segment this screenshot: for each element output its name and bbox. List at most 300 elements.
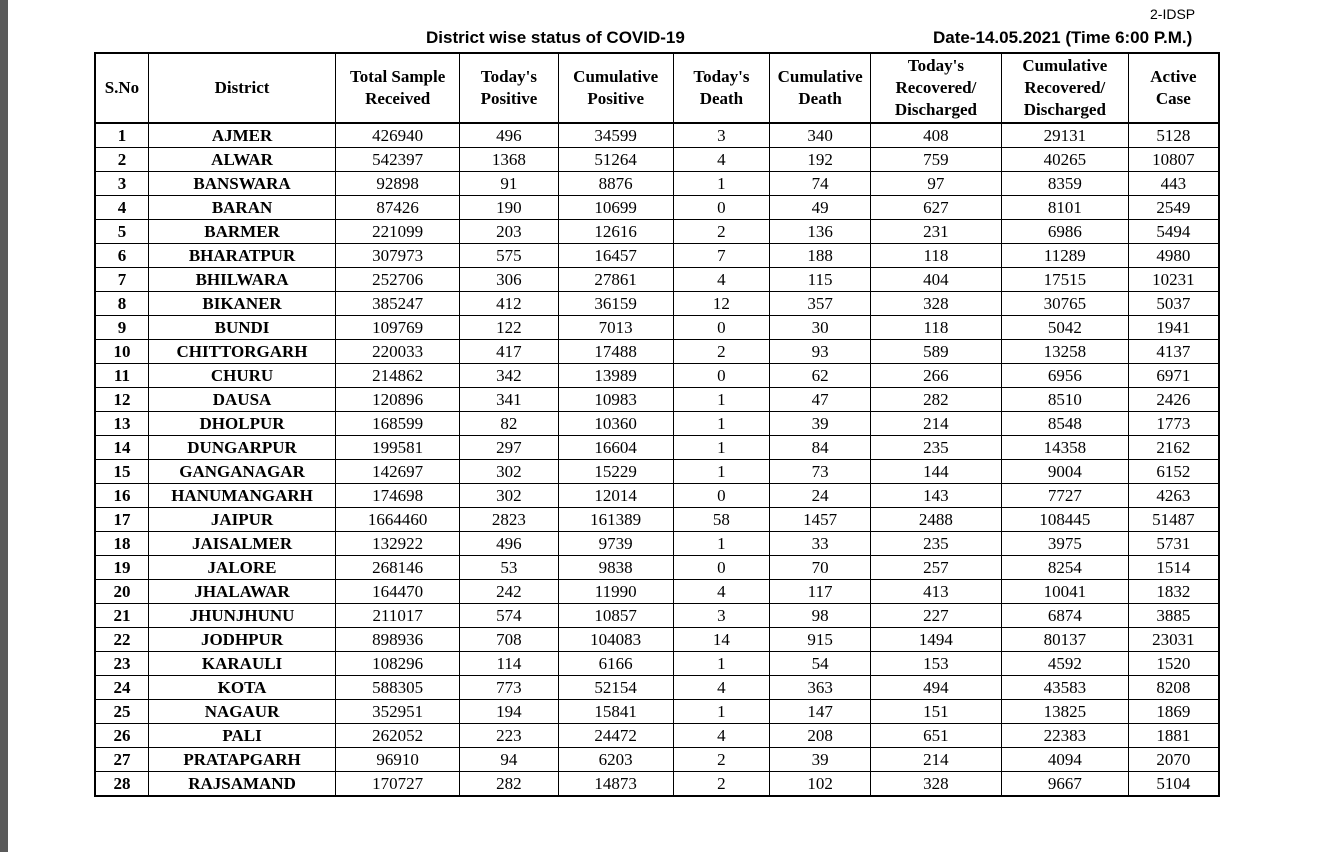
column-header-line: Active bbox=[1150, 67, 1197, 86]
value-cell: 357 bbox=[770, 292, 871, 316]
serial-number-cell: 5 bbox=[95, 220, 148, 244]
value-cell: 170727 bbox=[336, 772, 460, 797]
value-cell: 417 bbox=[460, 340, 559, 364]
value-cell: 9739 bbox=[558, 532, 673, 556]
value-cell: 109769 bbox=[336, 316, 460, 340]
value-cell: 496 bbox=[460, 532, 559, 556]
value-cell: 1 bbox=[673, 172, 770, 196]
table-row bbox=[95, 436, 1219, 460]
value-cell: 574 bbox=[460, 604, 559, 628]
column-header bbox=[673, 53, 770, 123]
value-cell: 4 bbox=[673, 580, 770, 604]
district-status-table bbox=[94, 52, 1220, 797]
column-header-line: Total Sample bbox=[350, 67, 446, 86]
value-cell: 5128 bbox=[1128, 123, 1219, 148]
value-cell: 43583 bbox=[1001, 676, 1128, 700]
value-cell: 118 bbox=[870, 316, 1001, 340]
document-code: 2-IDSP bbox=[1150, 6, 1196, 22]
value-cell: 342 bbox=[460, 364, 559, 388]
value-cell: 13825 bbox=[1001, 700, 1128, 724]
value-cell: 144 bbox=[870, 460, 1001, 484]
value-cell: 235 bbox=[870, 532, 1001, 556]
value-cell: 142697 bbox=[336, 460, 460, 484]
value-cell: 39 bbox=[770, 748, 871, 772]
value-cell: 118 bbox=[870, 244, 1001, 268]
value-cell: 7013 bbox=[558, 316, 673, 340]
value-cell: 51487 bbox=[1128, 508, 1219, 532]
value-cell: 92898 bbox=[336, 172, 460, 196]
serial-number-cell: 3 bbox=[95, 172, 148, 196]
value-cell: 84 bbox=[770, 436, 871, 460]
value-cell: 4094 bbox=[1001, 748, 1128, 772]
value-cell: 223 bbox=[460, 724, 559, 748]
value-cell: 12 bbox=[673, 292, 770, 316]
table-row bbox=[95, 364, 1219, 388]
serial-number-cell: 20 bbox=[95, 580, 148, 604]
value-cell: 1869 bbox=[1128, 700, 1219, 724]
value-cell: 168599 bbox=[336, 412, 460, 436]
value-cell: 15229 bbox=[558, 460, 673, 484]
value-cell: 408 bbox=[870, 123, 1001, 148]
district-name-cell: BARMER bbox=[148, 220, 335, 244]
value-cell: 34599 bbox=[558, 123, 673, 148]
table-row bbox=[95, 388, 1219, 412]
value-cell: 257 bbox=[870, 556, 1001, 580]
value-cell: 70 bbox=[770, 556, 871, 580]
column-header-line: Recovered/ bbox=[1024, 78, 1106, 97]
district-name-cell: AJMER bbox=[148, 123, 335, 148]
value-cell: 54 bbox=[770, 652, 871, 676]
value-cell: 340 bbox=[770, 123, 871, 148]
value-cell: 188 bbox=[770, 244, 871, 268]
value-cell: 4980 bbox=[1128, 244, 1219, 268]
table-row bbox=[95, 244, 1219, 268]
serial-number-cell: 7 bbox=[95, 268, 148, 292]
district-name-cell: BANSWARA bbox=[148, 172, 335, 196]
district-name-cell: DHOLPUR bbox=[148, 412, 335, 436]
value-cell: 494 bbox=[870, 676, 1001, 700]
column-header bbox=[95, 53, 148, 123]
value-cell: 12014 bbox=[558, 484, 673, 508]
value-cell: 227 bbox=[870, 604, 1001, 628]
value-cell: 443 bbox=[1128, 172, 1219, 196]
value-cell: 10699 bbox=[558, 196, 673, 220]
value-cell: 108296 bbox=[336, 652, 460, 676]
column-header-line: District bbox=[214, 78, 270, 97]
column-header bbox=[336, 53, 460, 123]
district-name-cell: RAJSAMAND bbox=[148, 772, 335, 797]
value-cell: 6166 bbox=[558, 652, 673, 676]
value-cell: 203 bbox=[460, 220, 559, 244]
value-cell: 94 bbox=[460, 748, 559, 772]
district-name-cell: JALORE bbox=[148, 556, 335, 580]
value-cell: 341 bbox=[460, 388, 559, 412]
value-cell: 4 bbox=[673, 676, 770, 700]
value-cell: 496 bbox=[460, 123, 559, 148]
district-name-cell: PALI bbox=[148, 724, 335, 748]
column-header-line: Discharged bbox=[894, 100, 978, 119]
value-cell: 211017 bbox=[336, 604, 460, 628]
value-cell: 4 bbox=[673, 724, 770, 748]
value-cell: 190 bbox=[460, 196, 559, 220]
value-cell: 6986 bbox=[1001, 220, 1128, 244]
value-cell: 5042 bbox=[1001, 316, 1128, 340]
serial-number-cell: 25 bbox=[95, 700, 148, 724]
value-cell: 1 bbox=[673, 388, 770, 412]
value-cell: 4137 bbox=[1128, 340, 1219, 364]
value-cell: 47 bbox=[770, 388, 871, 412]
district-name-cell: BARAN bbox=[148, 196, 335, 220]
value-cell: 1 bbox=[673, 460, 770, 484]
value-cell: 262052 bbox=[336, 724, 460, 748]
value-cell: 4 bbox=[673, 148, 770, 172]
value-cell: 282 bbox=[460, 772, 559, 797]
value-cell: 16604 bbox=[558, 436, 673, 460]
value-cell: 363 bbox=[770, 676, 871, 700]
value-cell: 73 bbox=[770, 460, 871, 484]
district-name-cell: DUNGARPUR bbox=[148, 436, 335, 460]
value-cell: 2426 bbox=[1128, 388, 1219, 412]
report-title: District wise status of COVID-19 bbox=[426, 28, 685, 47]
value-cell: 143 bbox=[870, 484, 1001, 508]
column-header-line: Death bbox=[798, 89, 842, 108]
value-cell: 2 bbox=[673, 772, 770, 797]
serial-number-cell: 8 bbox=[95, 292, 148, 316]
value-cell: 58 bbox=[673, 508, 770, 532]
serial-number-cell: 18 bbox=[95, 532, 148, 556]
value-cell: 306 bbox=[460, 268, 559, 292]
value-cell: 3885 bbox=[1128, 604, 1219, 628]
district-name-cell: JAISALMER bbox=[148, 532, 335, 556]
value-cell: 27861 bbox=[558, 268, 673, 292]
value-cell: 328 bbox=[870, 292, 1001, 316]
column-header bbox=[1128, 53, 1219, 123]
value-cell: 199581 bbox=[336, 436, 460, 460]
value-cell: 266 bbox=[870, 364, 1001, 388]
serial-number-cell: 19 bbox=[95, 556, 148, 580]
table-row bbox=[95, 700, 1219, 724]
district-name-cell: ALWAR bbox=[148, 148, 335, 172]
value-cell: 10231 bbox=[1128, 268, 1219, 292]
value-cell: 16457 bbox=[558, 244, 673, 268]
value-cell: 117 bbox=[770, 580, 871, 604]
value-cell: 0 bbox=[673, 316, 770, 340]
value-cell: 297 bbox=[460, 436, 559, 460]
value-cell: 221099 bbox=[336, 220, 460, 244]
table-row bbox=[95, 412, 1219, 436]
value-cell: 17488 bbox=[558, 340, 673, 364]
value-cell: 10041 bbox=[1001, 580, 1128, 604]
value-cell: 413 bbox=[870, 580, 1001, 604]
value-cell: 214 bbox=[870, 412, 1001, 436]
serial-number-cell: 27 bbox=[95, 748, 148, 772]
value-cell: 12616 bbox=[558, 220, 673, 244]
column-header-line: Today's bbox=[693, 67, 750, 86]
column-header bbox=[770, 53, 871, 123]
value-cell: 589 bbox=[870, 340, 1001, 364]
serial-number-cell: 9 bbox=[95, 316, 148, 340]
value-cell: 91 bbox=[460, 172, 559, 196]
column-header bbox=[1001, 53, 1128, 123]
serial-number-cell: 24 bbox=[95, 676, 148, 700]
value-cell: 8548 bbox=[1001, 412, 1128, 436]
column-header bbox=[558, 53, 673, 123]
value-cell: 307973 bbox=[336, 244, 460, 268]
value-cell: 82 bbox=[460, 412, 559, 436]
table-row bbox=[95, 196, 1219, 220]
value-cell: 15841 bbox=[558, 700, 673, 724]
column-header-line: Positive bbox=[480, 89, 538, 108]
serial-number-cell: 11 bbox=[95, 364, 148, 388]
value-cell: 147 bbox=[770, 700, 871, 724]
value-cell: 74 bbox=[770, 172, 871, 196]
district-name-cell: PRATAPGARH bbox=[148, 748, 335, 772]
value-cell: 2549 bbox=[1128, 196, 1219, 220]
value-cell: 97 bbox=[870, 172, 1001, 196]
value-cell: 10807 bbox=[1128, 148, 1219, 172]
value-cell: 49 bbox=[770, 196, 871, 220]
table-row bbox=[95, 652, 1219, 676]
table-row bbox=[95, 772, 1219, 797]
column-header bbox=[460, 53, 559, 123]
serial-number-cell: 15 bbox=[95, 460, 148, 484]
value-cell: 62 bbox=[770, 364, 871, 388]
value-cell: 302 bbox=[460, 460, 559, 484]
serial-number-cell: 14 bbox=[95, 436, 148, 460]
column-header bbox=[148, 53, 335, 123]
table-header-row bbox=[95, 53, 1219, 123]
value-cell: 6203 bbox=[558, 748, 673, 772]
value-cell: 14873 bbox=[558, 772, 673, 797]
value-cell: 252706 bbox=[336, 268, 460, 292]
column-header-line: S.No bbox=[104, 78, 140, 97]
serial-number-cell: 1 bbox=[95, 123, 148, 148]
table-row bbox=[95, 580, 1219, 604]
value-cell: 153 bbox=[870, 652, 1001, 676]
value-cell: 6152 bbox=[1128, 460, 1219, 484]
value-cell: 13258 bbox=[1001, 340, 1128, 364]
value-cell: 4592 bbox=[1001, 652, 1128, 676]
value-cell: 220033 bbox=[336, 340, 460, 364]
value-cell: 8101 bbox=[1001, 196, 1128, 220]
value-cell: 2070 bbox=[1128, 748, 1219, 772]
value-cell: 53 bbox=[460, 556, 559, 580]
value-cell: 13989 bbox=[558, 364, 673, 388]
value-cell: 208 bbox=[770, 724, 871, 748]
value-cell: 120896 bbox=[336, 388, 460, 412]
district-name-cell: HANUMANGARH bbox=[148, 484, 335, 508]
value-cell: 8876 bbox=[558, 172, 673, 196]
table-row bbox=[95, 532, 1219, 556]
value-cell: 136 bbox=[770, 220, 871, 244]
column-header-line: Case bbox=[1155, 89, 1191, 108]
value-cell: 8254 bbox=[1001, 556, 1128, 580]
value-cell: 426940 bbox=[336, 123, 460, 148]
value-cell: 773 bbox=[460, 676, 559, 700]
district-name-cell: KOTA bbox=[148, 676, 335, 700]
value-cell: 9004 bbox=[1001, 460, 1128, 484]
district-name-cell: JODHPUR bbox=[148, 628, 335, 652]
value-cell: 2488 bbox=[870, 508, 1001, 532]
value-cell: 11990 bbox=[558, 580, 673, 604]
value-cell: 1 bbox=[673, 700, 770, 724]
value-cell: 52154 bbox=[558, 676, 673, 700]
column-header-line: Today's bbox=[907, 56, 964, 75]
value-cell: 11289 bbox=[1001, 244, 1128, 268]
window-edge-strip bbox=[0, 0, 8, 852]
district-name-cell: BUNDI bbox=[148, 316, 335, 340]
serial-number-cell: 21 bbox=[95, 604, 148, 628]
value-cell: 214862 bbox=[336, 364, 460, 388]
value-cell: 51264 bbox=[558, 148, 673, 172]
value-cell: 1520 bbox=[1128, 652, 1219, 676]
table-row bbox=[95, 268, 1219, 292]
table-row bbox=[95, 724, 1219, 748]
table-row bbox=[95, 604, 1219, 628]
value-cell: 30765 bbox=[1001, 292, 1128, 316]
value-cell: 1881 bbox=[1128, 724, 1219, 748]
table-row bbox=[95, 556, 1219, 580]
value-cell: 7 bbox=[673, 244, 770, 268]
column-header-line: Today's bbox=[480, 67, 537, 86]
value-cell: 114 bbox=[460, 652, 559, 676]
value-cell: 10857 bbox=[558, 604, 673, 628]
value-cell: 96910 bbox=[336, 748, 460, 772]
value-cell: 132922 bbox=[336, 532, 460, 556]
serial-number-cell: 2 bbox=[95, 148, 148, 172]
value-cell: 36159 bbox=[558, 292, 673, 316]
value-cell: 542397 bbox=[336, 148, 460, 172]
value-cell: 2 bbox=[673, 340, 770, 364]
value-cell: 214 bbox=[870, 748, 1001, 772]
value-cell: 1 bbox=[673, 652, 770, 676]
district-name-cell: CHITTORGARH bbox=[148, 340, 335, 364]
value-cell: 302 bbox=[460, 484, 559, 508]
district-name-cell: JHUNJHUNU bbox=[148, 604, 335, 628]
value-cell: 282 bbox=[870, 388, 1001, 412]
serial-number-cell: 13 bbox=[95, 412, 148, 436]
value-cell: 4263 bbox=[1128, 484, 1219, 508]
column-header-line: Discharged bbox=[1023, 100, 1106, 119]
value-cell: 6874 bbox=[1001, 604, 1128, 628]
column-header-line: Cumulative bbox=[1022, 56, 1108, 75]
column-header-line: Recovered/ bbox=[895, 78, 977, 97]
serial-number-cell: 23 bbox=[95, 652, 148, 676]
serial-number-cell: 26 bbox=[95, 724, 148, 748]
value-cell: 1368 bbox=[460, 148, 559, 172]
value-cell: 0 bbox=[673, 556, 770, 580]
value-cell: 24 bbox=[770, 484, 871, 508]
value-cell: 1494 bbox=[870, 628, 1001, 652]
value-cell: 759 bbox=[870, 148, 1001, 172]
district-name-cell: BIKANER bbox=[148, 292, 335, 316]
value-cell: 268146 bbox=[336, 556, 460, 580]
value-cell: 151 bbox=[870, 700, 1001, 724]
value-cell: 30 bbox=[770, 316, 871, 340]
value-cell: 328 bbox=[870, 772, 1001, 797]
district-name-cell: NAGAUR bbox=[148, 700, 335, 724]
serial-number-cell: 28 bbox=[95, 772, 148, 797]
value-cell: 29131 bbox=[1001, 123, 1128, 148]
value-cell: 1664460 bbox=[336, 508, 460, 532]
value-cell: 352951 bbox=[336, 700, 460, 724]
value-cell: 3 bbox=[673, 123, 770, 148]
value-cell: 39 bbox=[770, 412, 871, 436]
table-row bbox=[95, 172, 1219, 196]
district-name-cell: JAIPUR bbox=[148, 508, 335, 532]
report-date: Date-14.05.2021 (Time 6:00 P.M.) bbox=[933, 28, 1193, 47]
value-cell: 194 bbox=[460, 700, 559, 724]
column-header bbox=[870, 53, 1001, 123]
column-header-line: Cumulative bbox=[777, 67, 863, 86]
value-cell: 164470 bbox=[336, 580, 460, 604]
value-cell: 627 bbox=[870, 196, 1001, 220]
table-row bbox=[95, 148, 1219, 172]
value-cell: 115 bbox=[770, 268, 871, 292]
value-cell: 93 bbox=[770, 340, 871, 364]
table-row bbox=[95, 123, 1219, 148]
serial-number-cell: 10 bbox=[95, 340, 148, 364]
table-row bbox=[95, 484, 1219, 508]
value-cell: 1514 bbox=[1128, 556, 1219, 580]
value-cell: 7727 bbox=[1001, 484, 1128, 508]
value-cell: 5731 bbox=[1128, 532, 1219, 556]
value-cell: 161389 bbox=[558, 508, 673, 532]
value-cell: 33 bbox=[770, 532, 871, 556]
value-cell: 22383 bbox=[1001, 724, 1128, 748]
district-name-cell: KARAULI bbox=[148, 652, 335, 676]
value-cell: 575 bbox=[460, 244, 559, 268]
value-cell: 242 bbox=[460, 580, 559, 604]
value-cell: 2823 bbox=[460, 508, 559, 532]
value-cell: 2162 bbox=[1128, 436, 1219, 460]
value-cell: 6971 bbox=[1128, 364, 1219, 388]
serial-number-cell: 6 bbox=[95, 244, 148, 268]
value-cell: 404 bbox=[870, 268, 1001, 292]
value-cell: 10983 bbox=[558, 388, 673, 412]
district-name-cell: DAUSA bbox=[148, 388, 335, 412]
value-cell: 80137 bbox=[1001, 628, 1128, 652]
value-cell: 235 bbox=[870, 436, 1001, 460]
table-row bbox=[95, 508, 1219, 532]
table-body bbox=[95, 123, 1219, 796]
table-row bbox=[95, 460, 1219, 484]
district-name-cell: BHARATPUR bbox=[148, 244, 335, 268]
value-cell: 1773 bbox=[1128, 412, 1219, 436]
value-cell: 102 bbox=[770, 772, 871, 797]
serial-number-cell: 16 bbox=[95, 484, 148, 508]
district-name-cell: CHURU bbox=[148, 364, 335, 388]
value-cell: 708 bbox=[460, 628, 559, 652]
value-cell: 4 bbox=[673, 268, 770, 292]
value-cell: 588305 bbox=[336, 676, 460, 700]
value-cell: 24472 bbox=[558, 724, 673, 748]
table-row bbox=[95, 220, 1219, 244]
value-cell: 174698 bbox=[336, 484, 460, 508]
value-cell: 898936 bbox=[336, 628, 460, 652]
value-cell: 14358 bbox=[1001, 436, 1128, 460]
value-cell: 9838 bbox=[558, 556, 673, 580]
serial-number-cell: 12 bbox=[95, 388, 148, 412]
value-cell: 9667 bbox=[1001, 772, 1128, 797]
value-cell: 5104 bbox=[1128, 772, 1219, 797]
value-cell: 3975 bbox=[1001, 532, 1128, 556]
value-cell: 915 bbox=[770, 628, 871, 652]
value-cell: 6956 bbox=[1001, 364, 1128, 388]
value-cell: 8510 bbox=[1001, 388, 1128, 412]
value-cell: 5037 bbox=[1128, 292, 1219, 316]
value-cell: 1457 bbox=[770, 508, 871, 532]
